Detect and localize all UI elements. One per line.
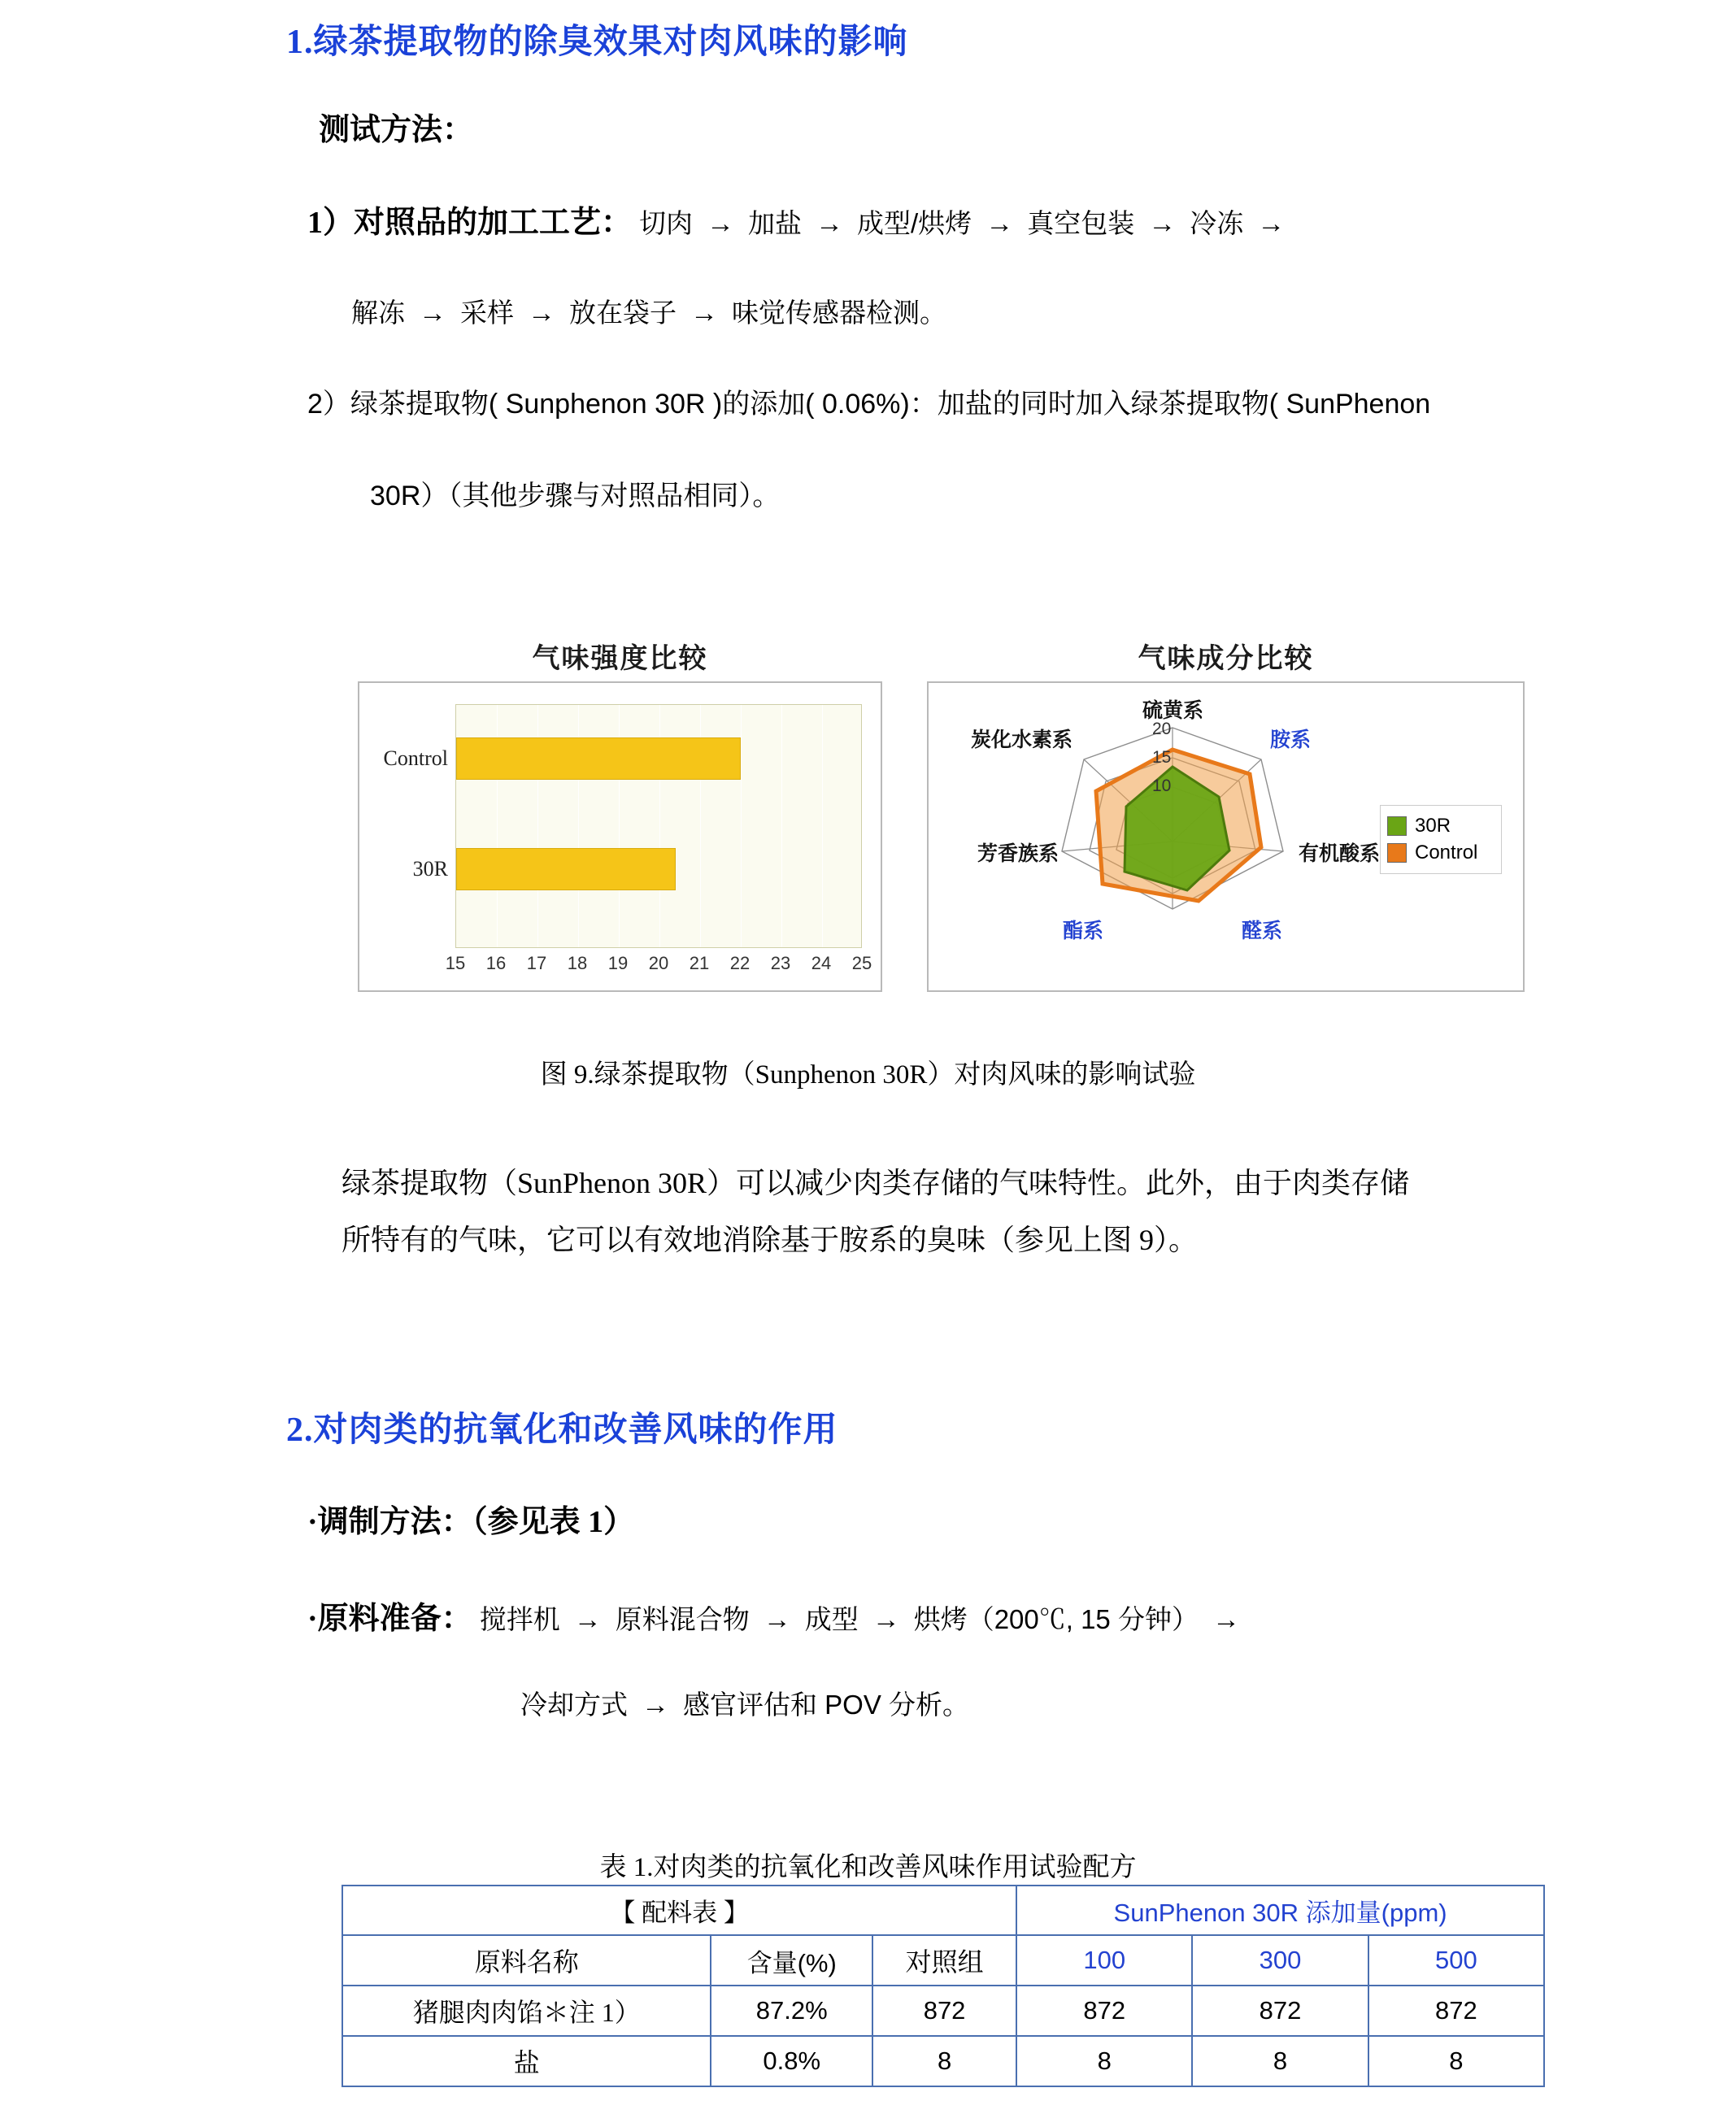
bar-chart-title: 气味强度比较: [532, 643, 708, 674]
col-300: 300: [1192, 1935, 1368, 1986]
process-step-list-1: [307, 194, 1690, 252]
step-1-2: 加盐: [748, 208, 803, 238]
bar-xtick: 21: [689, 953, 710, 973]
table-row-header-top: [342, 1886, 1544, 1935]
bullet-1-text: ·调制方法：（参见表 1）: [307, 1505, 635, 1539]
bar-xtick: 17: [526, 953, 547, 973]
legend-item-30r: [1387, 815, 1495, 837]
item-2-text-2: 30R）（其他步骤与对照品相同）。: [370, 481, 781, 511]
arrow-icon: →: [707, 209, 735, 239]
arrow-icon: →: [1257, 209, 1286, 239]
table-header-ingredients: 【 配料表 】: [342, 1886, 1016, 1935]
legend-swatch-green: [1387, 816, 1407, 836]
cell-100: 8: [1016, 2036, 1192, 2086]
cell-100: 872: [1016, 1986, 1192, 2036]
section-1-heading: 1.绿茶提取物的除臭效果对肉风味的影响: [286, 24, 908, 61]
recipe-table: [342, 1885, 1545, 2087]
prep-step-6: 感官评估和 POV 分析。: [683, 1690, 970, 1720]
bullet-2-cont: [520, 1677, 969, 1733]
test-method-label: 测试方法：: [319, 113, 474, 147]
arrow-icon: →: [690, 298, 718, 328]
figure-9: [358, 636, 1545, 1059]
step-1-5: 冷冻: [1190, 208, 1244, 238]
prep-step-4: 烘烤（200℃, 15 分钟）: [913, 1604, 1199, 1634]
col-100: 100: [1016, 1935, 1192, 1986]
arrow-icon: →: [985, 209, 1014, 239]
arrow-icon: →: [419, 298, 446, 328]
bar-category-label-30r: 30R: [412, 857, 448, 881]
bar-control: [456, 737, 741, 780]
arrow-icon: →: [1212, 1605, 1240, 1635]
arrow-icon: →: [872, 1605, 900, 1635]
legend-item-control: [1387, 842, 1495, 864]
cell-content: 87.2%: [711, 1986, 872, 2036]
paragraph-1-line-2: 所特有的气味，它可以有效地消除基于胺系的臭味（参见上图 9）。: [342, 1224, 1199, 1257]
item-1-prefix: 1）对照品的加工工艺：: [307, 206, 633, 240]
cell-300: 8: [1192, 2036, 1368, 2086]
cell-content: 0.8%: [711, 2036, 872, 2086]
prep-step-1: 搅拌机: [479, 1604, 560, 1634]
arrow-icon: →: [528, 298, 555, 328]
bar-30r: [456, 848, 676, 890]
bar-xtick: 20: [648, 953, 669, 973]
figure-caption: 图 9.绿茶提取物（Sunphenon 30R）对肉风味的影响试验: [540, 1060, 1196, 1090]
radar-tick-15: 15: [1152, 748, 1172, 767]
prep-step-3: 成型: [804, 1604, 859, 1634]
section-2-heading: 2.对肉类的抗氧化和改善风味的作用: [286, 1412, 838, 1449]
arrow-icon: →: [816, 209, 844, 239]
step-1-4: 真空包装: [1027, 208, 1135, 238]
step-1-3: 成型/烘烤: [857, 208, 972, 238]
bar-xtick: 16: [485, 953, 507, 973]
table-row-columns: [342, 1935, 1544, 1986]
radar-axis-label-hydrocarbon: 炭化水素系: [971, 729, 1073, 751]
process-step-list-1-cont: [351, 285, 1693, 341]
bar-xtick: 23: [770, 953, 791, 973]
bullet-2: [307, 1590, 1690, 1648]
radar-chart-title: 气味成分比较: [1138, 643, 1314, 674]
radar-tick-20: 20: [1152, 720, 1172, 738]
radar-axis-label-aldehyde: 醛系: [1242, 920, 1283, 942]
col-control-group: 对照组: [872, 1935, 1016, 1986]
table-row: [342, 2036, 1544, 2086]
cell-300: 872: [1192, 1986, 1368, 2036]
step-1-7: 采样: [460, 298, 514, 328]
bar-xtick: 22: [729, 953, 751, 973]
step-1-6: 解冻: [351, 298, 405, 328]
table-caption: 表 1.对肉类的抗氧化和改善风味作用试验配方: [599, 1853, 1137, 1882]
arrow-icon: →: [573, 1605, 602, 1635]
bar-xtick: 15: [445, 953, 466, 973]
radar-axis-label-aromatic: 芳香族系: [977, 842, 1059, 865]
arrow-icon: →: [1148, 209, 1177, 239]
radar-axis-label-sulfur: 硫黄系: [1142, 699, 1204, 722]
bullet-1: [307, 1496, 634, 1541]
arrow-icon: →: [642, 1690, 669, 1720]
step-1-8: 放在袋子: [569, 298, 677, 328]
radar-tick-10: 10: [1152, 776, 1172, 795]
bar-plot-area: [455, 704, 862, 948]
bar-category-label-control: Control: [383, 746, 448, 770]
paragraph-1: [342, 1155, 1716, 1268]
prep-step-5: 冷却方式: [520, 1690, 628, 1720]
legend-label-control: Control: [1415, 842, 1478, 863]
radar-chart-panel: [927, 681, 1525, 992]
item-2-text-1: 2）绿茶提取物( Sunphenon 30R )的添加( 0.06%)：加盐的同时加入绿茶提取物( SunPhenon: [307, 389, 1431, 420]
cell-control: 8: [872, 2036, 1016, 2086]
legend-swatch-orange: [1387, 843, 1407, 863]
col-500: 500: [1368, 1935, 1544, 1986]
cell-500: 8: [1368, 2036, 1544, 2086]
bar-xtick: 24: [811, 953, 832, 973]
col-content-pct: 含量(%): [711, 1935, 872, 1986]
legend-label-30r: 30R: [1415, 815, 1451, 837]
paragraph-1-line-1: 绿茶提取物（SunPhenon 30R）可以减少肉类存储的气味特性。此外，由于肉类存储: [342, 1167, 1410, 1199]
step-1-9: 味觉传感器检测。: [732, 298, 946, 328]
cell-500: 872: [1368, 1986, 1544, 2036]
bar-xtick: 18: [567, 953, 588, 973]
radar-legend: [1380, 805, 1502, 874]
cell-ingredient: 盐: [342, 2036, 711, 2086]
radar-axis-label-organic-acid: 有机酸系: [1299, 842, 1381, 865]
bar-chart-panel: [358, 681, 882, 992]
table-row: [342, 1986, 1544, 2036]
radar-axis-label-ester: 酯系: [1063, 920, 1104, 942]
table-header-dosage: SunPhenon 30R 添加量(ppm): [1016, 1886, 1544, 1935]
col-ingredient-name: 原料名称: [342, 1935, 711, 1986]
bullet-2-prefix: ·原料准备：: [307, 1602, 472, 1636]
item-2-line-1: [307, 376, 1706, 431]
radar-axis-label-amine: 胺系: [1270, 729, 1312, 751]
bar-xtick: 25: [851, 953, 872, 973]
cell-control: 872: [872, 1986, 1016, 2036]
prep-step-2: 原料混合物: [615, 1604, 750, 1634]
step-1-1: 切肉: [639, 208, 694, 238]
cell-ingredient: 猪腿肉肉馅＊注 1）: [342, 1986, 711, 2036]
bar-xtick: 19: [607, 953, 629, 973]
arrow-icon: →: [763, 1605, 791, 1635]
item-2-line-2: [370, 468, 1712, 523]
